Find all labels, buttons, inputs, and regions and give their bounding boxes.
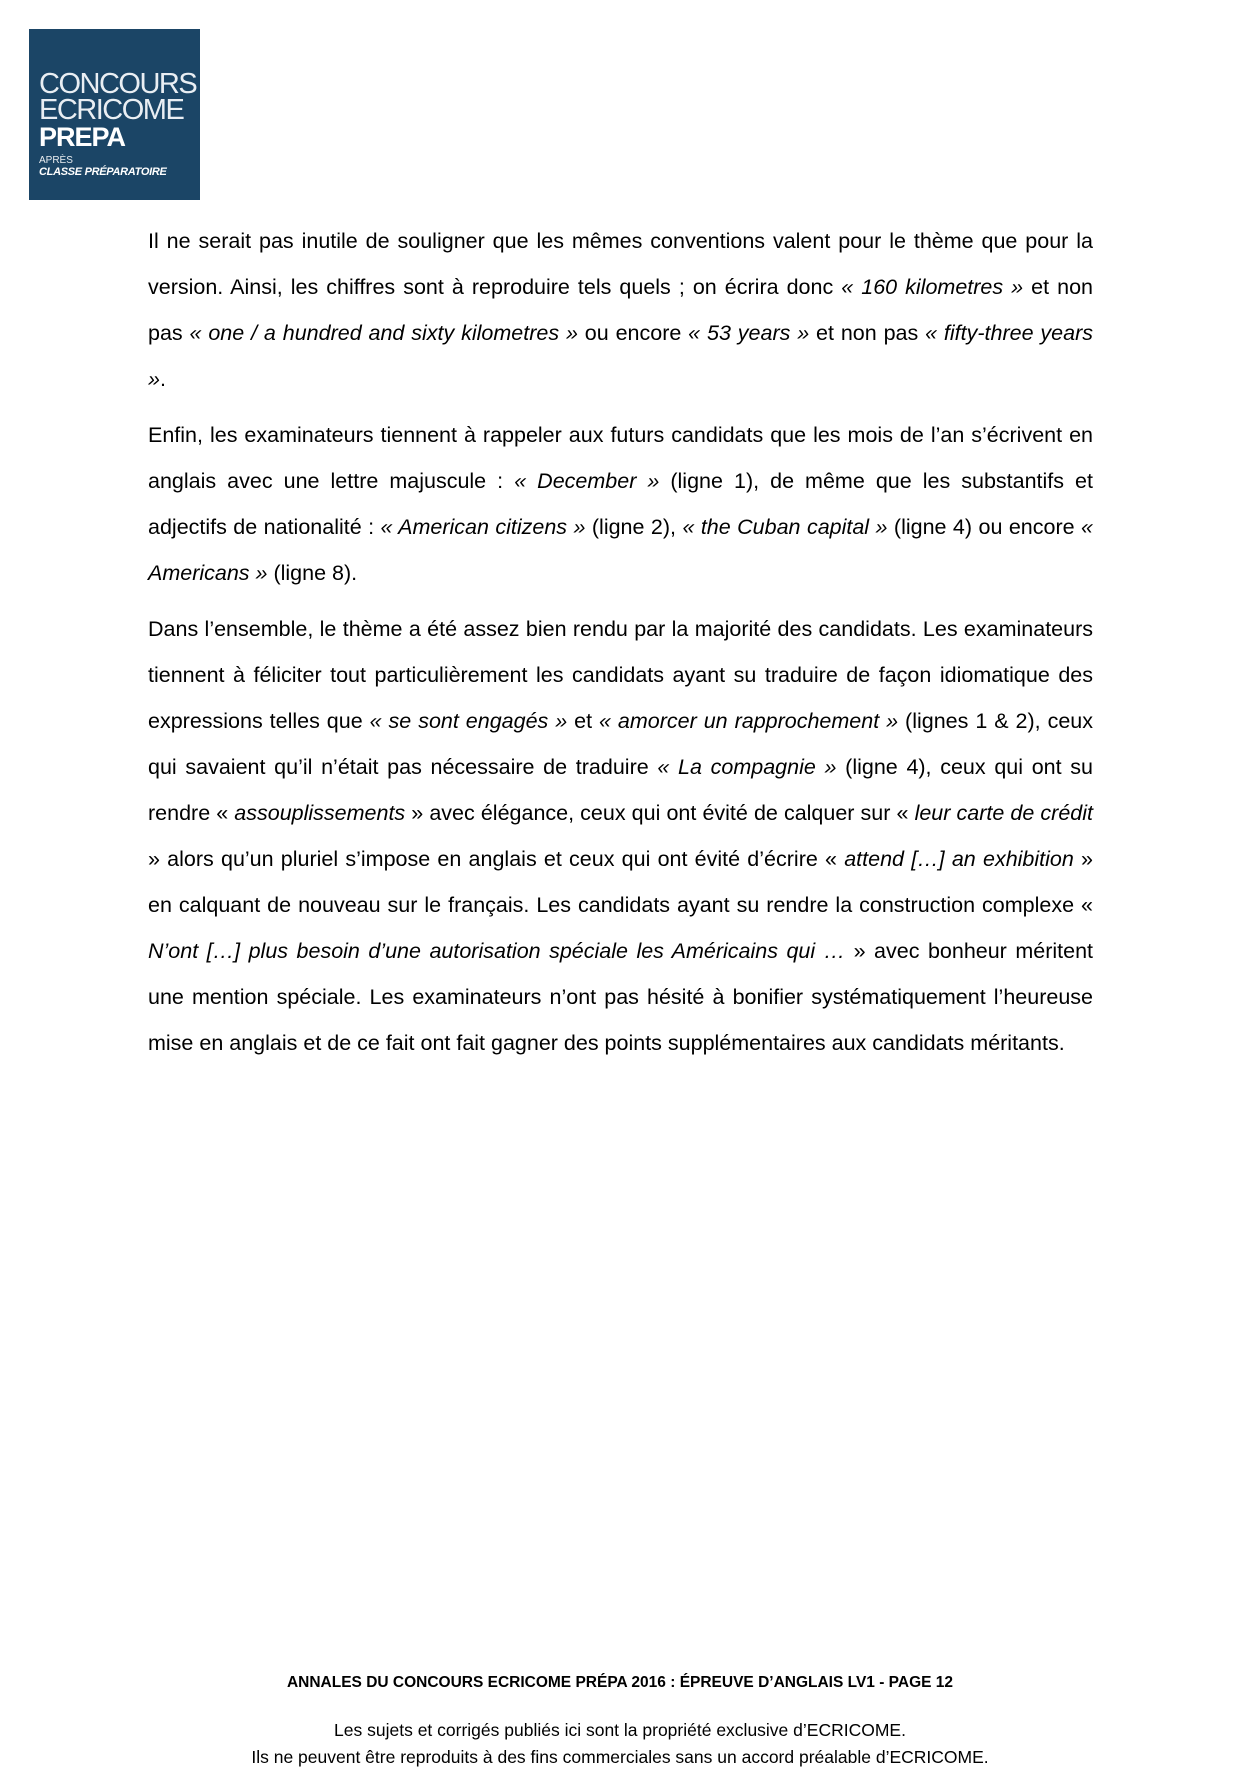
paragraph-assessment <box>148 606 1093 1066</box>
quote-run: « se sont engagés » <box>369 709 568 733</box>
text-run: » alors qu’un pluriel s’impose en anglais et ceux qui ont évité d’écrire « <box>148 847 845 871</box>
quote-run: attend […] an exhibition <box>844 847 1074 871</box>
logo-line-concours: CONCOURS <box>39 68 197 100</box>
quote-run: « amorcer un rapprochement » <box>599 709 899 733</box>
text-run: . <box>159 367 166 391</box>
text-run: Dans l’ensemble, le thème a été assez bien rendu par la majorité des candidats. Les examinateurs tiennent à féliciter tout particulièrement les candidats ayant su traduire de façon idiomatique des expressions telles que <box>148 617 1093 733</box>
document-body <box>148 218 1093 1076</box>
quote-run: « one / a hundred and sixty kilometres » <box>189 321 578 345</box>
text-run: et non pas <box>809 321 926 345</box>
quote-run: « the Cuban capital » <box>682 515 888 539</box>
text-run: (ligne 4) ou encore <box>887 515 1082 539</box>
quote-run: « American citizens » <box>380 515 586 539</box>
quote-run: N’ont […] plus besoin d’une autorisation spéciale les Américains qui … <box>148 939 846 963</box>
text-run: et <box>567 709 600 733</box>
ecricome-logo <box>29 29 200 200</box>
footer-title: ANNALES DU CONCOURS ECRICOME PRÉPA 2016 : ÉPREUVE D’ANGLAIS LV1 - PAGE 12 <box>286 1674 954 1691</box>
text-run: (lignes 1 & 2), ceux qui savaient qu’il n’était pas nécessaire de traduire <box>148 709 1093 779</box>
logo-line-classe-preparatoire: CLASSE PRÉPARATOIRE <box>39 166 167 178</box>
text-run: » avec bonheur méritent une mention spéciale. Les examinateurs n’ont pas hésité à bonifier systématiquement l’heureuse mise en anglais et de ce fait ont fait gagner des points supplémentaires aux candidats méritants. <box>148 939 1093 1055</box>
footer-copyright-note: Les sujets et corrigés publiés ici sont la propriété exclusive d’ECRICOME. <box>334 1720 906 1740</box>
text-run: (ligne 8). <box>267 561 358 585</box>
quote-run: « La compagnie » <box>657 755 837 779</box>
footer-reproduction-note: Ils ne peuvent être reproduits à des fins commerciales sans un accord préalable d’ECRICOME. <box>251 1747 989 1767</box>
quote-run: leur carte de crédit <box>914 801 1093 825</box>
quote-run: assouplissements <box>234 801 406 825</box>
logo-line-ecricome: ECRICOME <box>39 94 184 126</box>
paragraph-capitalization <box>148 412 1093 596</box>
paragraph-conventions <box>148 218 1093 402</box>
text-run: (ligne 2), <box>585 515 683 539</box>
text-run: » en calquant de nouveau sur le français. Les candidats ayant su rendre la construction complexe « <box>148 847 1093 917</box>
logo-line-prepa: PREPA <box>39 122 126 152</box>
text-run: ou encore <box>577 321 689 345</box>
quote-run: « 160 kilometres » <box>841 275 1024 299</box>
quote-run: « 53 years » <box>688 321 810 345</box>
text-run: Il ne serait pas inutile de souligner que les mêmes conventions valent pour le thème que pour la version. Ainsi, les chiffres sont à reproduire tels quels ; on écrira donc <box>148 229 1093 299</box>
text-run: » avec élégance, ceux qui ont évité de calquer sur « <box>405 801 915 825</box>
quote-run: « Americans » <box>148 515 1093 585</box>
logo-line-apres: APRÈS <box>39 155 73 166</box>
text-run: (ligne 1), de même que les substantifs et adjectifs de nationalité : <box>148 469 1093 539</box>
text-run: Enfin, les examinateurs tiennent à rappeler aux futurs candidats que les mois de l’an s’écrivent en anglais avec une lettre majuscule : <box>148 423 1093 493</box>
quote-run: « fifty-three years » <box>148 321 1093 391</box>
text-run: et non pas <box>148 275 1093 345</box>
text-run: (ligne 4), ceux qui ont su rendre « <box>148 755 1093 825</box>
quote-run: « December » <box>514 469 660 493</box>
